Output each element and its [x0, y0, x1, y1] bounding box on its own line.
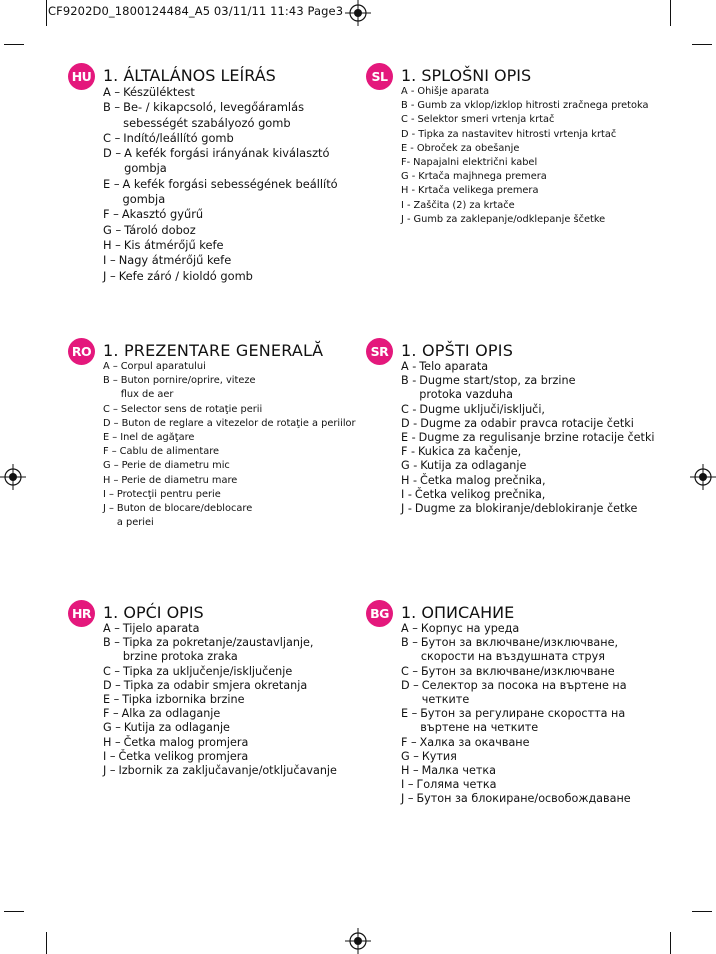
item-text: Tipka za nastavitev hitrosti vrtenja krtač	[418, 128, 617, 140]
crop-mark	[692, 44, 712, 45]
item-text: Buton de reglare a vitezelor de rotaţie a periilor	[121, 417, 356, 429]
item-letter: B -	[401, 100, 415, 112]
list-item	[103, 223, 338, 238]
crop-mark	[46, 932, 47, 954]
item-letter: J –	[401, 792, 414, 806]
list-item	[103, 750, 337, 764]
item-text: Dugme za blokiranje/deblokiranje četke	[414, 502, 638, 516]
crop-mark	[46, 0, 47, 26]
crop-mark	[4, 44, 24, 45]
language-badge: HR	[68, 600, 95, 627]
item-text: Ohišje aparata	[417, 86, 490, 97]
list-item	[401, 445, 655, 459]
item-letter: G –	[103, 222, 122, 237]
item-letter: C –	[103, 403, 118, 415]
list-item	[401, 750, 631, 764]
item-text: A kefék forgási irányának kiválasztó gombja	[124, 146, 330, 176]
crop-mark	[4, 911, 24, 912]
item-text: Gumb za vklop/izklop hitrosti zračnega pretoka	[417, 100, 649, 112]
section-title: 1. PREZENTARE GENERALĂ	[103, 341, 324, 360]
item-letter: J -	[401, 502, 412, 516]
list-item	[401, 474, 655, 488]
item-letter: G –	[103, 721, 121, 735]
list-item	[401, 764, 631, 778]
item-text: Buton pornire/oprire, viteze flux de aer	[120, 375, 256, 401]
list-item	[103, 764, 337, 778]
section-title: 1. ОПИСАНИЕ	[401, 603, 515, 622]
item-letter: D -	[401, 416, 418, 430]
registration-mark-right	[690, 464, 716, 490]
parts-list	[401, 360, 655, 516]
item-letter: C –	[401, 664, 418, 678]
item-letter: J –	[103, 268, 116, 283]
item-text: Corpul aparatului	[120, 361, 206, 372]
list-item	[103, 269, 338, 284]
item-letter: A -	[401, 360, 417, 373]
item-letter: E –	[103, 432, 118, 444]
item-letter: E -	[401, 431, 416, 445]
item-text: Telo aparata	[419, 360, 489, 373]
item-text: Халка за окачване	[419, 735, 530, 749]
item-text: Akasztó gyűrű	[121, 207, 204, 222]
item-text: Tijelo aparata	[122, 622, 200, 635]
list-item	[401, 417, 655, 431]
item-text: Бутон за включване/изключване	[420, 664, 615, 678]
item-text: Dugme za odabir pravca rotacije četki	[420, 416, 634, 430]
parts-list	[401, 85, 649, 227]
item-text: Kukica za kačenje,	[418, 445, 522, 459]
list-item	[401, 707, 631, 735]
list-item	[401, 374, 655, 402]
list-item	[401, 199, 649, 213]
item-text: Izbornik za zaključavanje/otključavanje	[118, 764, 337, 778]
item-letter: B -	[401, 374, 417, 388]
item-text: Бутон за блокиране/освобождаване	[416, 792, 631, 806]
item-letter: C –	[103, 130, 121, 145]
list-item	[401, 360, 655, 374]
item-letter: J –	[103, 764, 116, 778]
item-letter: I -	[401, 199, 411, 211]
item-letter: B –	[103, 100, 121, 115]
item-text: Kutija za odlaganje	[420, 459, 527, 473]
item-letter: F –	[103, 446, 117, 458]
item-text: Alka za odlaganje	[121, 707, 221, 721]
item-text: Kefe záró / kioldó gomb	[118, 268, 253, 283]
print-slug: CF9202D0_1800124484_A5 03/11/11 11:43 Page3	[48, 4, 344, 18]
language-badge: BG	[366, 600, 393, 627]
item-text: Készüléktest	[123, 85, 195, 99]
item-letter: A -	[401, 86, 415, 97]
item-text: Корпус на уреда	[420, 622, 520, 635]
list-item	[103, 374, 356, 402]
list-item	[103, 721, 337, 735]
item-text: Četka malog prečnika,	[420, 473, 546, 487]
list-item	[401, 622, 631, 636]
item-text: Tároló doboz	[124, 222, 196, 237]
item-text: Cablu de alimentare	[119, 446, 220, 458]
item-letter: I -	[401, 487, 412, 501]
list-item	[401, 142, 649, 156]
item-text: Be- / kikapcsoló, levegőáramlás sebességét szabályozó gomb	[123, 100, 305, 130]
section-title: 1. OPŠTI OPIS	[401, 341, 514, 360]
list-item	[103, 679, 337, 693]
item-text: Tipka za uključenje/isključenje	[122, 664, 293, 678]
list-item	[103, 459, 356, 473]
item-letter: C -	[401, 114, 415, 126]
item-text: Četka velikog promjera	[118, 749, 249, 763]
item-letter: F -	[401, 445, 416, 459]
item-letter: B –	[103, 375, 118, 387]
list-item	[401, 459, 655, 473]
item-letter: E –	[103, 176, 120, 191]
list-item	[103, 622, 337, 636]
list-item	[401, 665, 631, 679]
list-item	[401, 99, 649, 113]
list-item	[103, 146, 338, 177]
parts-list	[401, 622, 631, 807]
item-text: Dugme start/stop, za brzine protoka vazduha	[419, 374, 576, 402]
item-letter: G -	[401, 459, 418, 473]
item-text: Krtača majhnega premera	[418, 171, 547, 183]
item-text: Četka velikog prečnika,	[414, 487, 546, 501]
list-item	[401, 213, 649, 227]
item-letter: I –	[103, 749, 116, 763]
item-letter: C -	[401, 402, 417, 416]
item-letter: E -	[401, 142, 414, 154]
item-letter: E –	[401, 707, 418, 721]
item-letter: F –	[401, 735, 417, 749]
item-letter: H –	[103, 237, 121, 252]
list-item	[103, 665, 337, 679]
list-item	[103, 445, 356, 459]
list-item	[103, 707, 337, 721]
item-letter: H –	[103, 474, 119, 486]
item-letter: F-	[401, 157, 411, 169]
item-letter: H –	[401, 764, 419, 778]
item-letter: G –	[103, 460, 119, 472]
item-text: Кутия	[421, 749, 457, 763]
item-letter: A –	[103, 85, 121, 99]
list-item	[103, 177, 338, 208]
item-text: Krtača velikega premera	[418, 185, 539, 197]
list-item	[401, 184, 649, 198]
list-item	[103, 488, 356, 502]
list-item	[103, 207, 338, 222]
item-letter: A –	[103, 361, 118, 372]
list-item	[103, 100, 338, 131]
item-letter: I –	[103, 253, 116, 268]
language-badge: SR	[366, 338, 393, 365]
item-letter: C –	[103, 664, 120, 678]
item-letter: F –	[103, 207, 119, 222]
list-item	[401, 636, 631, 664]
section-title: 1. ÁLTALÁNOS LEÍRÁS	[103, 66, 276, 85]
list-item	[401, 792, 631, 806]
crop-mark	[670, 0, 671, 26]
item-letter: J -	[401, 213, 411, 225]
item-letter: I –	[401, 778, 414, 792]
item-text: Kutija za odlaganje	[123, 721, 230, 735]
item-text: Tipka za pokretanje/zaustavljanje, brzine protoka zraka	[122, 636, 314, 664]
list-item	[103, 693, 337, 707]
item-text: Бутон за регулиране скоростта на въртене на четките	[420, 707, 626, 735]
list-item	[103, 502, 356, 530]
list-item	[401, 502, 655, 516]
item-text: Kis átmérőjű kefe	[123, 237, 224, 252]
item-letter: D –	[103, 146, 122, 161]
language-badge: RO	[68, 338, 95, 365]
list-item	[401, 679, 631, 707]
list-item	[103, 85, 338, 100]
item-letter: A –	[401, 622, 418, 635]
item-text: Малка четка	[421, 764, 497, 778]
registration-mark-left	[0, 464, 26, 490]
list-item	[103, 431, 356, 445]
crop-mark	[692, 911, 712, 912]
crop-mark	[670, 932, 671, 954]
list-item	[103, 417, 356, 431]
list-item	[401, 431, 655, 445]
list-item	[401, 113, 649, 127]
list-item	[103, 238, 338, 253]
item-letter: H -	[401, 185, 416, 197]
item-text: Četka malog promjera	[123, 735, 249, 749]
item-letter: E –	[103, 693, 120, 707]
list-item	[103, 736, 337, 750]
item-letter: A –	[103, 622, 120, 635]
item-text: Selektor smeri vrtenja krtač	[417, 114, 555, 126]
list-item	[401, 85, 649, 99]
item-letter: H -	[401, 473, 418, 487]
list-item	[103, 253, 338, 268]
item-text: A kefék forgási sebességének beállító gombja	[122, 176, 338, 207]
item-text: Selector sens de rotaţie perii	[120, 403, 263, 415]
item-text: Napajalni električni kabel	[413, 157, 538, 169]
item-text: Indító/leállító gomb	[123, 130, 234, 145]
list-item	[401, 403, 655, 417]
section-title: 1. SPLOŠNI OPIS	[401, 66, 532, 85]
item-text: Gumb za zaklepanje/odklepanje ščetke	[413, 213, 606, 225]
item-text: Dugme za regulisanje brzine rotacije četki	[418, 431, 655, 445]
list-item	[401, 488, 655, 502]
item-letter: G -	[401, 171, 416, 183]
parts-list	[103, 85, 338, 284]
list-item	[103, 131, 338, 146]
item-letter: D –	[103, 417, 119, 429]
item-text: Buton de blocare/deblocare a periei	[116, 503, 253, 529]
item-text: Tipka izbornika brzine	[122, 693, 245, 707]
item-letter: H –	[103, 735, 121, 749]
item-letter: D -	[401, 128, 416, 140]
language-badge: HU	[68, 63, 95, 90]
list-item	[103, 474, 356, 488]
list-item	[401, 170, 649, 184]
item-letter: G –	[401, 749, 419, 763]
list-item	[401, 128, 649, 142]
item-text: Perie de diametru mic	[121, 460, 230, 472]
list-item	[103, 360, 356, 374]
item-text: Tipka za odabir smjera okretanja	[123, 678, 308, 692]
parts-list	[103, 360, 356, 530]
item-text: Obroček za obešanje	[416, 142, 520, 154]
item-text: Голяма четка	[416, 778, 497, 792]
item-letter: B –	[401, 636, 418, 650]
item-text: Селектор за посока на въртене на четките	[421, 678, 627, 707]
item-text: Zaščita (2) za krtače	[413, 199, 515, 211]
item-letter: I –	[103, 488, 114, 500]
item-letter: J –	[103, 503, 114, 515]
item-letter: B –	[103, 636, 120, 650]
list-item	[103, 636, 337, 664]
item-text: Nagy átmérőjű kefe	[118, 253, 232, 268]
item-letter: D –	[401, 678, 419, 692]
registration-mark-bottom	[345, 928, 371, 954]
parts-list	[103, 622, 337, 778]
item-text: Inel de agăţare	[120, 432, 195, 444]
item-text: Бутон за включване/изключване, скорости на въздушната струя	[420, 636, 619, 664]
item-letter: D –	[103, 678, 121, 692]
registration-mark-top	[345, 0, 371, 26]
section-title: 1. OPĆI OPIS	[103, 603, 204, 622]
list-item	[401, 778, 631, 792]
list-item	[401, 156, 649, 170]
item-text: Protecţii pentru perie	[116, 488, 221, 500]
item-text: Dugme uključi/isključi,	[419, 402, 545, 416]
item-text: Perie de diametru mare	[121, 474, 238, 486]
item-letter: F –	[103, 707, 119, 721]
list-item	[401, 736, 631, 750]
list-item	[103, 403, 356, 417]
language-badge: SL	[366, 63, 393, 90]
